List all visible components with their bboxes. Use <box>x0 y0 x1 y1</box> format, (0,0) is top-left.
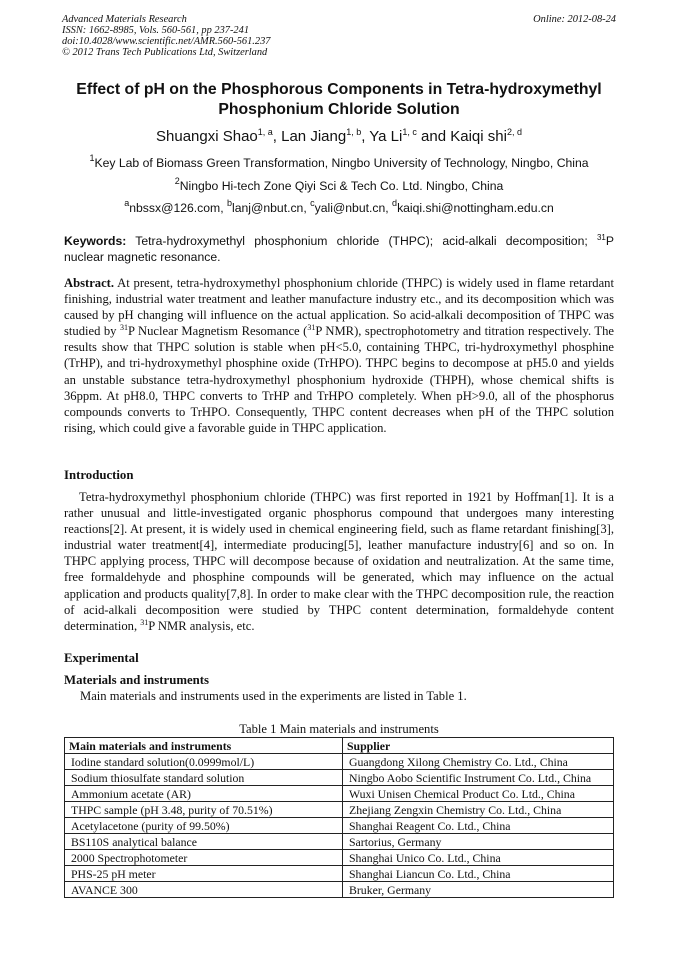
author-sup: 1, c <box>402 127 417 137</box>
copyright-line: © 2012 Trans Tech Publications Ltd, Switzerland <box>62 47 268 58</box>
abstract-text: P NMR), spectrophotometry and titration respectively. The results show that THPC solution is stable when pH<5.0, containing THPC, tri-hydroxymethyl phosphine (TrHP), and tri-hydroxymethyl phosphine oxide (TrHPO). THPC begins to decompose at pH5.0 and yields an unstable substance tetra-hydroxymethyl phosphonium hydroxide (THPH), whose chemical shifts is 36ppm. At pH8.0, THPC converts to TrHP and TrHPO completely. When pH>9.0, all of the phosphorus compounds converts to TrHPO. Consequently, THPC content decreases when pH of the THPC solution rising, which could give a favorable guide in THPC application. <box>64 324 614 435</box>
table-row <box>65 802 614 818</box>
abstract-label: Abstract. <box>64 276 115 290</box>
table-cell: Acetylacetone (purity of 99.50%) <box>65 818 343 834</box>
introduction-paragraph <box>64 489 614 634</box>
table-header-cell: Supplier <box>343 738 614 754</box>
table-cell: Iodine standard solution(0.0999mol/L) <box>65 754 343 770</box>
affiliation-sup: 2 <box>174 176 180 186</box>
table-row <box>65 866 614 882</box>
affiliation-sup: 1 <box>89 153 95 163</box>
journal-header <box>62 14 616 58</box>
author-emails: $^a$nbssx@126.com, $^b$lanj@nbut.cn, $^c$yali@nbut.cn, $^d$kaiqi.shi@nottingham.edu.cn <box>124 198 554 215</box>
email-sup: a <box>124 198 130 208</box>
table-cell: PHS-25 pH meter <box>65 866 343 882</box>
table-cell: THPC sample (pH 3.48, purity of 70.51%) <box>65 802 343 818</box>
author-list <box>40 128 638 146</box>
table-cell: Shanghai Unico Co. Ltd., China <box>343 850 614 866</box>
table-caption: Table 1 Main materials and instruments <box>239 722 439 736</box>
abstract-sup: 31 <box>120 323 128 333</box>
author-name: Kaiqi shi <box>450 128 507 145</box>
table-cell: BS110S analytical balance <box>65 834 343 850</box>
table-row <box>65 834 614 850</box>
materials-subheading: Materials and instruments <box>64 673 210 687</box>
table-cell: Sartorius, Germany <box>343 834 614 850</box>
email-link[interactable]: kaiqi.shi@nottingham.edu.cn <box>397 201 554 215</box>
author-sep: and <box>416 128 451 145</box>
title-line-2: Phosphonium Chloride Solution <box>218 101 460 118</box>
email-link[interactable]: yali@nbut.cn <box>314 201 386 215</box>
keywords-sup: 31 <box>596 233 606 242</box>
paper-title <box>40 80 638 120</box>
author-sep: , <box>361 128 370 145</box>
keywords-text-end: P nuclear magnetic resonance. <box>64 234 614 264</box>
abstract-sup: 31 <box>307 323 316 333</box>
affiliation-2 <box>40 176 638 194</box>
introduction-text: Tetra-hydroxymethyl phosphonium chloride (THPC) was first reported in 1921 by Hoffman[1]. It is a rather unusual and little-investigated organic phosphorus compound that undergoes many interesting reactions[2]. At present, it is widely used in chemical engineering field, such as flame retardant finishing[3], industrial water treatment[4], intermediate producing[5], leather manufacture industry[6] and so on. In THPC applying process, THPC will decompose because of oxidation and neutralization. At the same time, free formaldehyde and phosphine compounds will be generated, which may influence on the actual application and products quality[7,8]. In order to make clear with the THPC decomposition rule, the reaction of acid-alkali decomposition were studied by THPC content determination, formaldehyde content determination, <box>64 490 614 633</box>
table-cell: Shanghai Reagent Co. Ltd., China <box>343 818 614 834</box>
table-row <box>65 882 614 898</box>
author-name: Lan Jiang <box>281 128 347 145</box>
abstract-paragraph <box>64 275 614 436</box>
journal-name: Advanced Materials Research <box>62 14 187 25</box>
materials-text: Main materials and instruments used in the experiments are listed in Table 1. <box>80 689 467 703</box>
keywords-label: Keywords: <box>64 234 127 248</box>
abstract-text: P Nuclear Magnetism Resomance ( <box>128 324 308 339</box>
author-sup: 1, a <box>257 127 273 137</box>
abstract-text: At present, tetra-hydroxymethyl phosphonium chloride (THPC) is widely used in flame retardant finishing, industrial water treatment and leather manufacture industry etc., and its decomposition which was caused by pH changing will influence on the actual application. So acid-alkali decomposition of THPC was studied by <box>64 276 614 339</box>
table-row <box>65 754 614 770</box>
table-row <box>65 818 614 834</box>
keywords-paragraph <box>64 234 614 265</box>
author-name: Ya Li <box>369 128 403 145</box>
table-cell: AVANCE 300 <box>65 882 343 898</box>
keywords-text: Tetra-hydroxymethyl phosphonium chloride (THPC); acid-alkali decomposition; <box>135 234 588 248</box>
affiliation-1 <box>40 153 638 171</box>
affiliation-text: Ningbo Hi-tech Zone Qiyi Sci & Tech Co. Ltd. Ningbo, China <box>179 179 504 193</box>
table-row <box>65 786 614 802</box>
table-row <box>65 850 614 866</box>
author-sup: 1, b <box>346 127 362 137</box>
table-cell: Bruker, Germany <box>343 882 614 898</box>
table-cell: Guangdong Xilong Chemistry Co. Ltd., China <box>343 754 614 770</box>
email-link[interactable]: nbssx@126.com <box>129 201 221 215</box>
table-cell: Ningbo Aobo Scientific Instrument Co. Ltd., China <box>343 770 614 786</box>
email-sup: d <box>392 198 398 208</box>
table-row <box>65 770 614 786</box>
table-cell: Sodium thiosulfate standard solution <box>65 770 343 786</box>
online-date: Online: 2012-08-24 <box>533 14 616 25</box>
experimental-heading: Experimental <box>64 651 139 665</box>
table-cell: Shanghai Liancun Co. Ltd., China <box>343 866 614 882</box>
introduction-text-end: P NMR analysis, etc. <box>148 618 255 633</box>
title-line-1: Effect of pH on the Phosphorous Components in Tetra-hydroxymethyl <box>76 81 602 98</box>
materials-table <box>64 737 614 898</box>
author-sup: 2, d <box>506 127 522 137</box>
introduction-sup: 31 <box>140 617 149 627</box>
affiliation-text: Key Lab of Biomass Green Transformation, Ningbo University of Technology, Ningbo, China <box>94 156 589 170</box>
table-cell: Wuxi Unisen Chemical Product Co. Ltd., China <box>343 786 614 802</box>
author-name: Shuangxi Shao <box>156 128 258 145</box>
table-cell: Zhejiang Zengxin Chemistry Co. Ltd., China <box>343 802 614 818</box>
doi-line: doi:10.4028/www.scientific.net/AMR.560-561.237 <box>62 36 271 47</box>
author-sep: , <box>272 128 282 145</box>
table-cell: Ammonium acetate (AR) <box>65 786 343 802</box>
table-header-cell: Main materials and instruments <box>65 738 343 754</box>
email-link[interactable]: lanj@nbut.cn <box>232 201 304 215</box>
email-sup: c <box>310 198 315 208</box>
introduction-heading: Introduction <box>64 468 134 482</box>
email-sup: b <box>227 198 233 208</box>
table-header-row <box>65 738 614 754</box>
issn-line: ISSN: 1662-8985, Vols. 560-561, pp 237-241 <box>62 25 250 36</box>
table-cell: 2000 Spectrophotometer <box>65 850 343 866</box>
